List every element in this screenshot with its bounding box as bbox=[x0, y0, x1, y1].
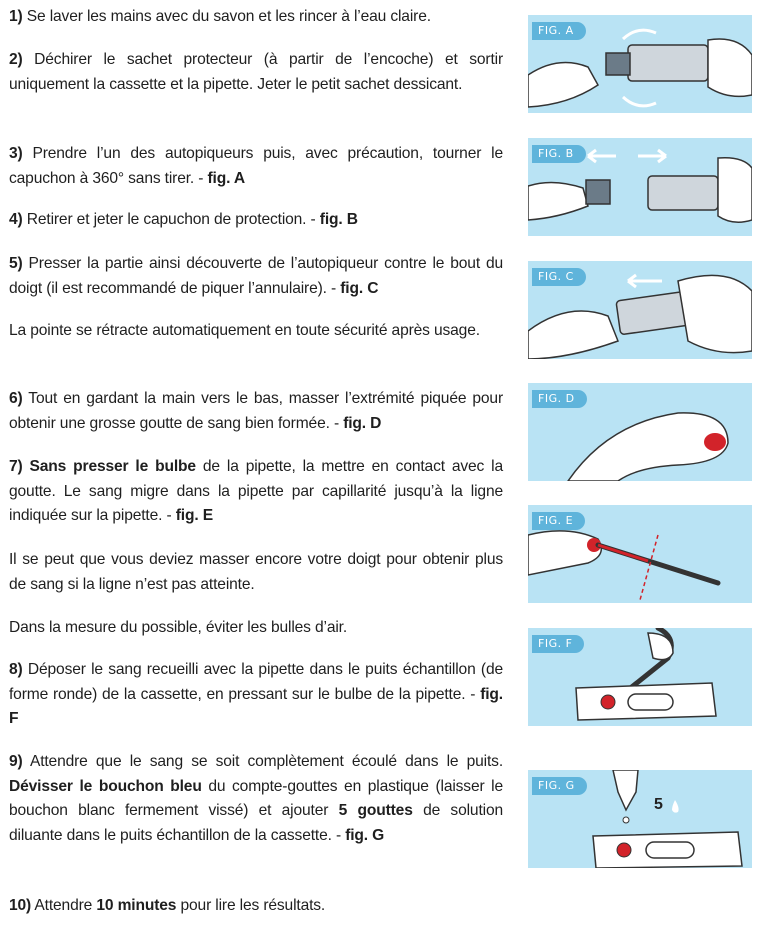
figure-a-label: FIG. A bbox=[532, 22, 586, 40]
step-1: 1) Se laver les mains avec du savon et les rincer à l’eau claire. bbox=[9, 8, 431, 25]
step-7: 7) Sans presser le bulbe de la pipette, la mettre en contact avec la goutte. Le sang migre dans la pipette par capillarité jusqu’à la ligne indiquée sur la pipette. - fig. E bbox=[9, 458, 503, 524]
step-10: 10) Attendre 10 minutes pour lire les résultats. bbox=[9, 897, 326, 914]
figure-d-label: FIG. D bbox=[532, 390, 587, 408]
figure-b-label: FIG. B bbox=[532, 145, 586, 163]
figure-f-label: FIG. F bbox=[532, 635, 584, 653]
note-bubbles: Dans la mesure du possible, éviter les bulles d’air. bbox=[9, 619, 348, 636]
figure-b bbox=[528, 138, 752, 236]
figure-g-label: FIG. G bbox=[532, 777, 587, 795]
note-massage: Il se peut que vous deviez masser encore votre doigt pour obtenir plus de sang si la ligne n’est pas atteinte. bbox=[9, 551, 503, 593]
step-2: 2) Déchirer le sachet protecteur (à partir de l’encoche) et sortir uniquement la cassette et la pipette. Jeter le petit sachet dessicant. bbox=[9, 51, 503, 93]
figure-c bbox=[528, 261, 752, 359]
figure-d bbox=[528, 383, 752, 481]
note-retract: La pointe se rétracte automatiquement en toute sécurité après usage. bbox=[9, 322, 480, 339]
drop-count: 5 bbox=[654, 796, 663, 813]
step-5: 5) Presser la partie ainsi découverte de l’autopiqueur contre le bout du doigt (il est recommandé de piquer l’annulaire). - fig. C bbox=[9, 255, 503, 297]
figure-e bbox=[528, 505, 752, 603]
step-4: 4) Retirer et jeter le capuchon de protection. - fig. B bbox=[9, 211, 358, 228]
step-9: 9) Attendre que le sang se soit complètement écoulé dans le puits. Dévisser le bouchon bleu du compte-gouttes en plastique (laisser le bouchon blanc fermement vissé) et ajouter 5 gouttes de solution diluante dans le puits échantillon de la cassette. - fig. G bbox=[9, 753, 504, 844]
figure-e-label: FIG. E bbox=[532, 512, 585, 530]
step-6: 6) Tout en gardant la main vers le bas, masser l’extrémité piquée pour obtenir une grosse goutte de sang bien formée. - fig. D bbox=[9, 390, 503, 432]
figure-g bbox=[528, 770, 752, 868]
step-3: 3) Prendre l’un des autopiqueurs puis, avec précaution, tourner le capuchon à 360° sans tirer. - fig. A bbox=[9, 145, 503, 187]
figure-a bbox=[528, 15, 752, 113]
figure-f bbox=[528, 628, 752, 726]
step-8: 8) Déposer le sang recueilli avec la pipette dans le puits échantillon (de forme ronde) de la cassette, en pressant sur le bulbe de la pipette. - fig. F bbox=[9, 661, 503, 727]
figure-c-label: FIG. C bbox=[532, 268, 586, 286]
